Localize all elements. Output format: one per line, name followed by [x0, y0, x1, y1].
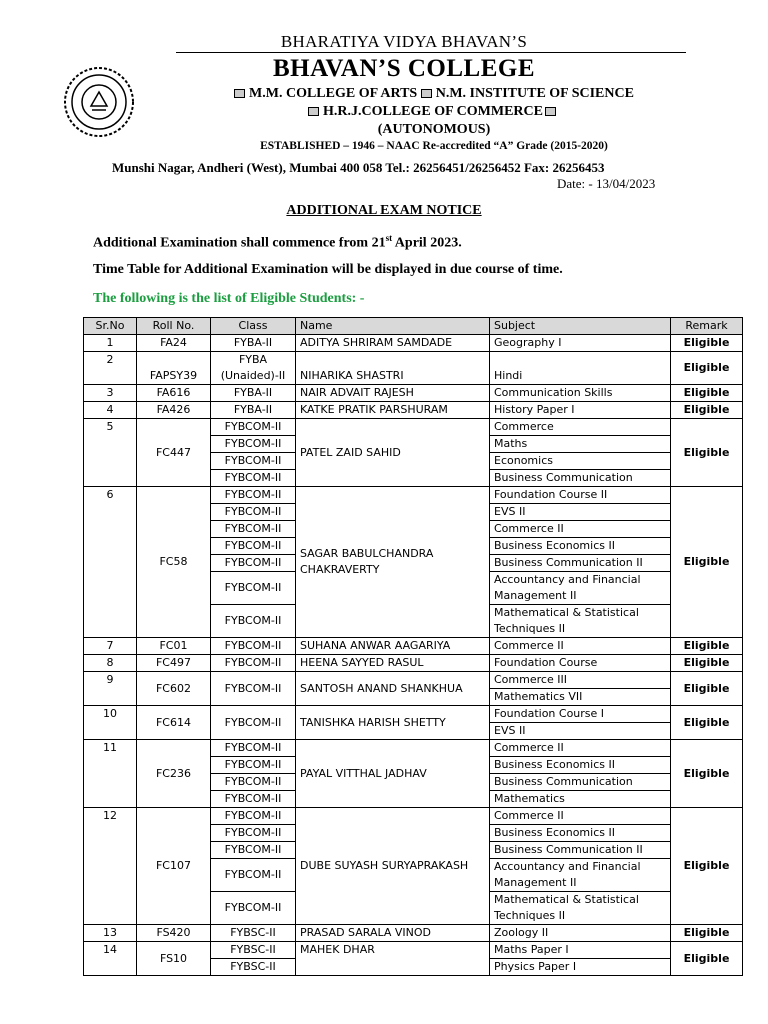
roll-no-cell: FA24 [137, 335, 211, 352]
college-address: Munshi Nagar, Andheri (West), Mumbai 400 058 Tel.: 26256451/26256452 Fax: 26256453 [112, 160, 605, 175]
class-cell: FYBCOM-II [211, 757, 296, 774]
table-row [84, 808, 743, 825]
table-row [84, 402, 743, 419]
class-cell: FYBCOM-II [211, 419, 296, 436]
column-header: Remark [671, 318, 743, 335]
timetable-paragraph: Time Table for Additional Examination will be displayed in due course of time. [93, 262, 563, 277]
college-line-1: M.M. COLLEGE OF ARTS N.M. INSTITUTE OF SCIENCE [50, 86, 768, 102]
subject-cell: Business Economics II [490, 757, 671, 774]
subject-cell: Hindi [490, 352, 671, 385]
remark-cell: Eligible [671, 402, 743, 419]
table-row [84, 672, 743, 689]
class-cell: FYBSC-II [211, 925, 296, 942]
column-header: Roll No. [137, 318, 211, 335]
autonomous-label: (AUTONOMOUS) [377, 122, 491, 137]
roll-no-cell: FC497 [137, 655, 211, 672]
subject-cell: Maths [490, 436, 671, 453]
column-header: Class [211, 318, 296, 335]
class-cell: FYBCOM-II [211, 521, 296, 538]
subject-cell: Business Communication II [490, 842, 671, 859]
class-cell: FYBA-II [211, 335, 296, 352]
table-row [84, 385, 743, 402]
remark-cell: Eligible [671, 419, 743, 487]
table-row [84, 638, 743, 655]
roll-no-cell: FC447 [137, 419, 211, 487]
class-cell: FYBCOM-II [211, 436, 296, 453]
subject-cell: Maths Paper I [490, 942, 671, 959]
sr-no-cell: 1 [84, 335, 137, 352]
class-cell: FYBCOM-II [211, 504, 296, 521]
remark-cell: Eligible [671, 352, 743, 385]
sr-no-cell: 13 [84, 925, 137, 942]
subject-cell: Business Economics II [490, 825, 671, 842]
subject-cell: EVS II [490, 723, 671, 740]
commence-paragraph: Additional Examination shall commence from 21st April 2023. [93, 233, 462, 251]
class-cell: FYBCOM-II [211, 605, 296, 638]
remark-cell: Eligible [671, 942, 743, 976]
trust-name: BHARATIYA VIDYA BHAVAN’S [280, 32, 528, 51]
name-cell: ADITYA SHRIRAM SAMDADE [296, 335, 490, 352]
class-cell: FYBCOM-II [211, 825, 296, 842]
name-cell: TANISHKA HARISH SHETTY [296, 706, 490, 740]
column-header: Sr.No [84, 318, 137, 335]
box-bullet-icon [545, 107, 556, 116]
table-row [84, 925, 743, 942]
subject-cell: Physics Paper I [490, 959, 671, 976]
table-row [84, 655, 743, 672]
subject-cell: Business Economics II [490, 538, 671, 555]
remark-cell: Eligible [671, 672, 743, 706]
class-cell: FYBCOM-II [211, 470, 296, 487]
box-bullet-icon [308, 107, 319, 116]
eligible-list-heading: The following is the list of Eligible Students: - [93, 291, 365, 306]
table-row [84, 487, 743, 504]
subject-cell: Mathematical & Statistical Techniques II [490, 605, 671, 638]
subject-cell: Business Communication [490, 470, 671, 487]
name-cell: DUBE SUYASH SURYAPRAKASH [296, 808, 490, 925]
class-cell: FYBSC-II [211, 959, 296, 976]
subject-cell: Zoology II [490, 925, 671, 942]
remark-cell: Eligible [671, 335, 743, 352]
box-bullet-icon [421, 89, 432, 98]
remark-cell: Eligible [671, 740, 743, 808]
name-cell: HEENA SAYYED RASUL [296, 655, 490, 672]
subject-cell: Business Communication [490, 774, 671, 791]
name-cell: KATKE PRATIK PARSHURAM [296, 402, 490, 419]
subject-cell: Business Communication II [490, 555, 671, 572]
subject-cell: Commerce III [490, 672, 671, 689]
class-cell: FYBA (Unaided)-II [211, 352, 296, 385]
header-rule [176, 52, 686, 53]
class-cell: FYBCOM-II [211, 555, 296, 572]
name-cell: PAYAL VITTHAL JADHAV [296, 740, 490, 808]
roll-no-cell: FC01 [137, 638, 211, 655]
remark-cell: Eligible [671, 487, 743, 638]
sr-no-cell: 12 [84, 808, 137, 925]
roll-no-cell: FA426 [137, 402, 211, 419]
notice-date: Date: - 13/04/2023 [557, 176, 656, 191]
class-cell: FYBCOM-II [211, 706, 296, 740]
roll-no-cell: FS10 [137, 942, 211, 976]
class-cell: FYBCOM-II [211, 808, 296, 825]
subject-cell: EVS II [490, 504, 671, 521]
name-cell: PRASAD SARALA VINOD [296, 925, 490, 942]
class-cell: FYBCOM-II [211, 859, 296, 892]
subject-cell: Accountancy and Financial Management II [490, 859, 671, 892]
column-header: Name [296, 318, 490, 335]
sr-no-cell: 4 [84, 402, 137, 419]
subject-cell: History Paper I [490, 402, 671, 419]
sr-no-cell: 6 [84, 487, 137, 638]
class-cell: FYBCOM-II [211, 453, 296, 470]
table-row [84, 942, 743, 959]
subject-cell: Commerce II [490, 638, 671, 655]
remark-cell: Eligible [671, 655, 743, 672]
subject-cell: Foundation Course [490, 655, 671, 672]
subject-cell: Economics [490, 453, 671, 470]
sr-no-cell: 9 [84, 672, 137, 706]
class-cell: FYBCOM-II [211, 487, 296, 504]
subject-cell: Mathematics VII [490, 689, 671, 706]
subject-cell: Commerce [490, 419, 671, 436]
subject-cell: Mathematical & Statistical Techniques II [490, 892, 671, 925]
class-cell: FYBA-II [211, 402, 296, 419]
roll-no-cell: FC236 [137, 740, 211, 808]
subject-cell: Communication Skills [490, 385, 671, 402]
roll-no-cell: FAPSY39 [137, 352, 211, 385]
sr-no-cell: 10 [84, 706, 137, 740]
class-cell: FYBCOM-II [211, 774, 296, 791]
roll-no-cell: FC58 [137, 487, 211, 638]
sr-no-cell: 5 [84, 419, 137, 487]
name-cell: NAIR ADVAIT RAJESH [296, 385, 490, 402]
notice-title: ADDITIONAL EXAM NOTICE [286, 203, 482, 218]
table-row [84, 740, 743, 757]
sr-no-cell: 11 [84, 740, 137, 808]
class-cell: FYBCOM-II [211, 572, 296, 605]
eligible-students-table [83, 317, 743, 976]
subject-cell: Foundation Course I [490, 706, 671, 723]
established-line: ESTABLISHED – 1946 – NAAC Re-accredited “A” Grade (2015-2020) [260, 140, 608, 152]
name-cell: SUHANA ANWAR AAGARIYA [296, 638, 490, 655]
table-row [84, 352, 743, 385]
name-cell: MAHEK DHAR [296, 942, 490, 976]
column-header: Subject [490, 318, 671, 335]
class-cell: FYBCOM-II [211, 638, 296, 655]
roll-no-cell: FC602 [137, 672, 211, 706]
class-cell: FYBCOM-II [211, 791, 296, 808]
table-row [84, 706, 743, 723]
subject-cell: Accountancy and Financial Management II [490, 572, 671, 605]
subject-cell: Foundation Course II [490, 487, 671, 504]
sr-no-cell: 3 [84, 385, 137, 402]
table-row [84, 419, 743, 436]
name-cell: SANTOSH ANAND SHANKHUA [296, 672, 490, 706]
class-cell: FYBCOM-II [211, 672, 296, 706]
sr-no-cell: 2 [84, 352, 137, 385]
roll-no-cell: FC107 [137, 808, 211, 925]
roll-no-cell: FC614 [137, 706, 211, 740]
college-name: BHAVAN’S COLLEGE [272, 55, 536, 82]
name-cell: PATEL ZAID SAHID [296, 419, 490, 487]
box-bullet-icon [234, 89, 245, 98]
sr-no-cell: 7 [84, 638, 137, 655]
class-cell: FYBCOM-II [211, 655, 296, 672]
college-line-2: H.R.J.COLLEGE OF COMMERCE [50, 104, 768, 120]
remark-cell: Eligible [671, 808, 743, 925]
subject-cell: Commerce II [490, 521, 671, 538]
remark-cell: Eligible [671, 706, 743, 740]
roll-no-cell: FS420 [137, 925, 211, 942]
class-cell: FYBA-II [211, 385, 296, 402]
subject-cell: Commerce II [490, 808, 671, 825]
class-cell: FYBCOM-II [211, 842, 296, 859]
sr-no-cell: 8 [84, 655, 137, 672]
remark-cell: Eligible [671, 638, 743, 655]
subject-cell: Mathematics [490, 791, 671, 808]
class-cell: FYBCOM-II [211, 892, 296, 925]
remark-cell: Eligible [671, 925, 743, 942]
table-header-row [84, 318, 743, 335]
class-cell: FYBCOM-II [211, 538, 296, 555]
table-row [84, 335, 743, 352]
subject-cell: Commerce II [490, 740, 671, 757]
name-cell: NIHARIKA SHASTRI [296, 352, 490, 385]
remark-cell: Eligible [671, 385, 743, 402]
class-cell: FYBCOM-II [211, 740, 296, 757]
name-cell: SAGAR BABULCHANDRA CHAKRAVERTY [296, 487, 490, 638]
roll-no-cell: FA616 [137, 385, 211, 402]
class-cell: FYBSC-II [211, 942, 296, 959]
sr-no-cell: 14 [84, 942, 137, 976]
subject-cell: Geography I [490, 335, 671, 352]
